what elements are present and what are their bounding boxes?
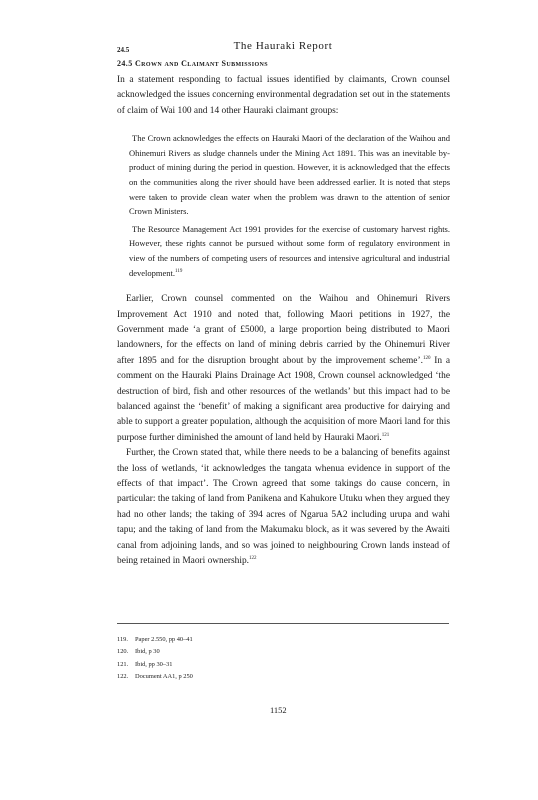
footnote-number: 120. bbox=[117, 648, 129, 656]
page-number: 1152 bbox=[270, 705, 287, 715]
footnote-item bbox=[117, 634, 317, 646]
quote-paragraph-1: The Crown acknowledges the effects on Hauraki Maori of the declaration of the Waihou and Ohinemuri Rivers as sludge channels under the Mining Act 1891. This was an inevitable by-product of mining during the period in question. However, it is acknowledged that the effects on the communities along the river should have been addressed earlier. It is noted that steps were taken to provide clean water when the problem was drawn to the attention of senior Crown Ministers. bbox=[129, 133, 450, 217]
quote-paragraph-2-text: The Resource Management Act 1991 provides for the exercise of customary harvest rights. However, these rights cannot be pursued without some form of regulatory environment in view of the numbers of competing users of resources and intensive agricultural and industrial development. bbox=[129, 223, 450, 278]
footnote-text: Paper 2.550, pp 40–41 bbox=[135, 636, 193, 643]
footnote-number: 119. bbox=[117, 636, 128, 643]
paragraph-2b-text: In a comment on the Hauraki Plains Drainage Act 1908, Crown counsel acknowledged ‘the destruction of bird, fish and other resources of the wetlands’ but this impact had to be balanced against the ‘benefit’ of making a significant area productive for dairying and able to support a greater population, although the acquisition of more Maori land for this purpose further diminished the amount of land held by Hauraki Maori. bbox=[117, 355, 450, 443]
body-text bbox=[117, 73, 450, 569]
footnote-marker-119: 119 bbox=[175, 268, 183, 274]
footnote-text: Ibid, pp 30–31 bbox=[135, 660, 173, 668]
quote-paragraph-2 bbox=[129, 222, 450, 280]
section-heading bbox=[117, 59, 268, 68]
footnote-number: 121. bbox=[117, 660, 129, 668]
paragraph-2 bbox=[117, 292, 450, 446]
footnote-text: Ibid, p 30 bbox=[135, 648, 160, 656]
section-number: 24.5 bbox=[117, 46, 130, 54]
footnote-text: Document AA1, p 250 bbox=[135, 673, 193, 681]
footnote-number: 122. bbox=[117, 673, 129, 681]
footnote-item bbox=[117, 659, 317, 671]
paragraph-3-text: Further, the Crown stated that, while there needs to be a balancing of benefits against the loss of wetlands, ‘it acknowledges the tangata whenua evidence in support of the effects of that impact’. The Crown agreed that some takings do cause concern, in particular: the taking of land from Panikena and Kahukore Utuku when they argued they had no other lands; the taking of 394 acres of Ngarua 5A2 including urupa and wahi tapu; and the taking of land from the Makumaku block, as it was severed by the Awaiti canal from adjoining lands, and so was joined to neighbouring Crown lands instead of being retained in Maori ownership. bbox=[117, 448, 450, 567]
section-heading-text: 24.5 Crown and Claimant Submissions bbox=[117, 59, 269, 68]
block-quote bbox=[117, 131, 450, 280]
intro-paragraph: In a statement responding to factual issues identified by claimants, Crown counsel acknowledged the issues concerning environmental degradation set out in the statements of claim of Wai 100 and 14 other Hauraki claimant groups: bbox=[117, 75, 450, 116]
running-title: The Hauraki Report bbox=[233, 40, 333, 52]
footnote-marker-120: 120 bbox=[422, 355, 431, 361]
footnotes bbox=[117, 634, 317, 684]
paragraph-3 bbox=[117, 446, 450, 569]
footnote-item bbox=[117, 646, 317, 658]
footnote-marker-121: 121 bbox=[381, 432, 390, 438]
footnote-marker-122: 122 bbox=[249, 555, 257, 561]
footnote-divider bbox=[117, 623, 449, 624]
paragraph-2a-text: Earlier, Crown counsel commented on the Waihou and Ohinemuri Rivers Improvement Act 1910 and noted that, following Maori petitions in 1927, the Government made ‘a grant of £5000, a large proportion being distributed to Maori landowners, for the effects on land of mining debris carried by the Ohinemuri River after 1895 and for the disruption brought about by the improvement scheme’. bbox=[117, 294, 450, 366]
footnote-item bbox=[117, 671, 317, 683]
